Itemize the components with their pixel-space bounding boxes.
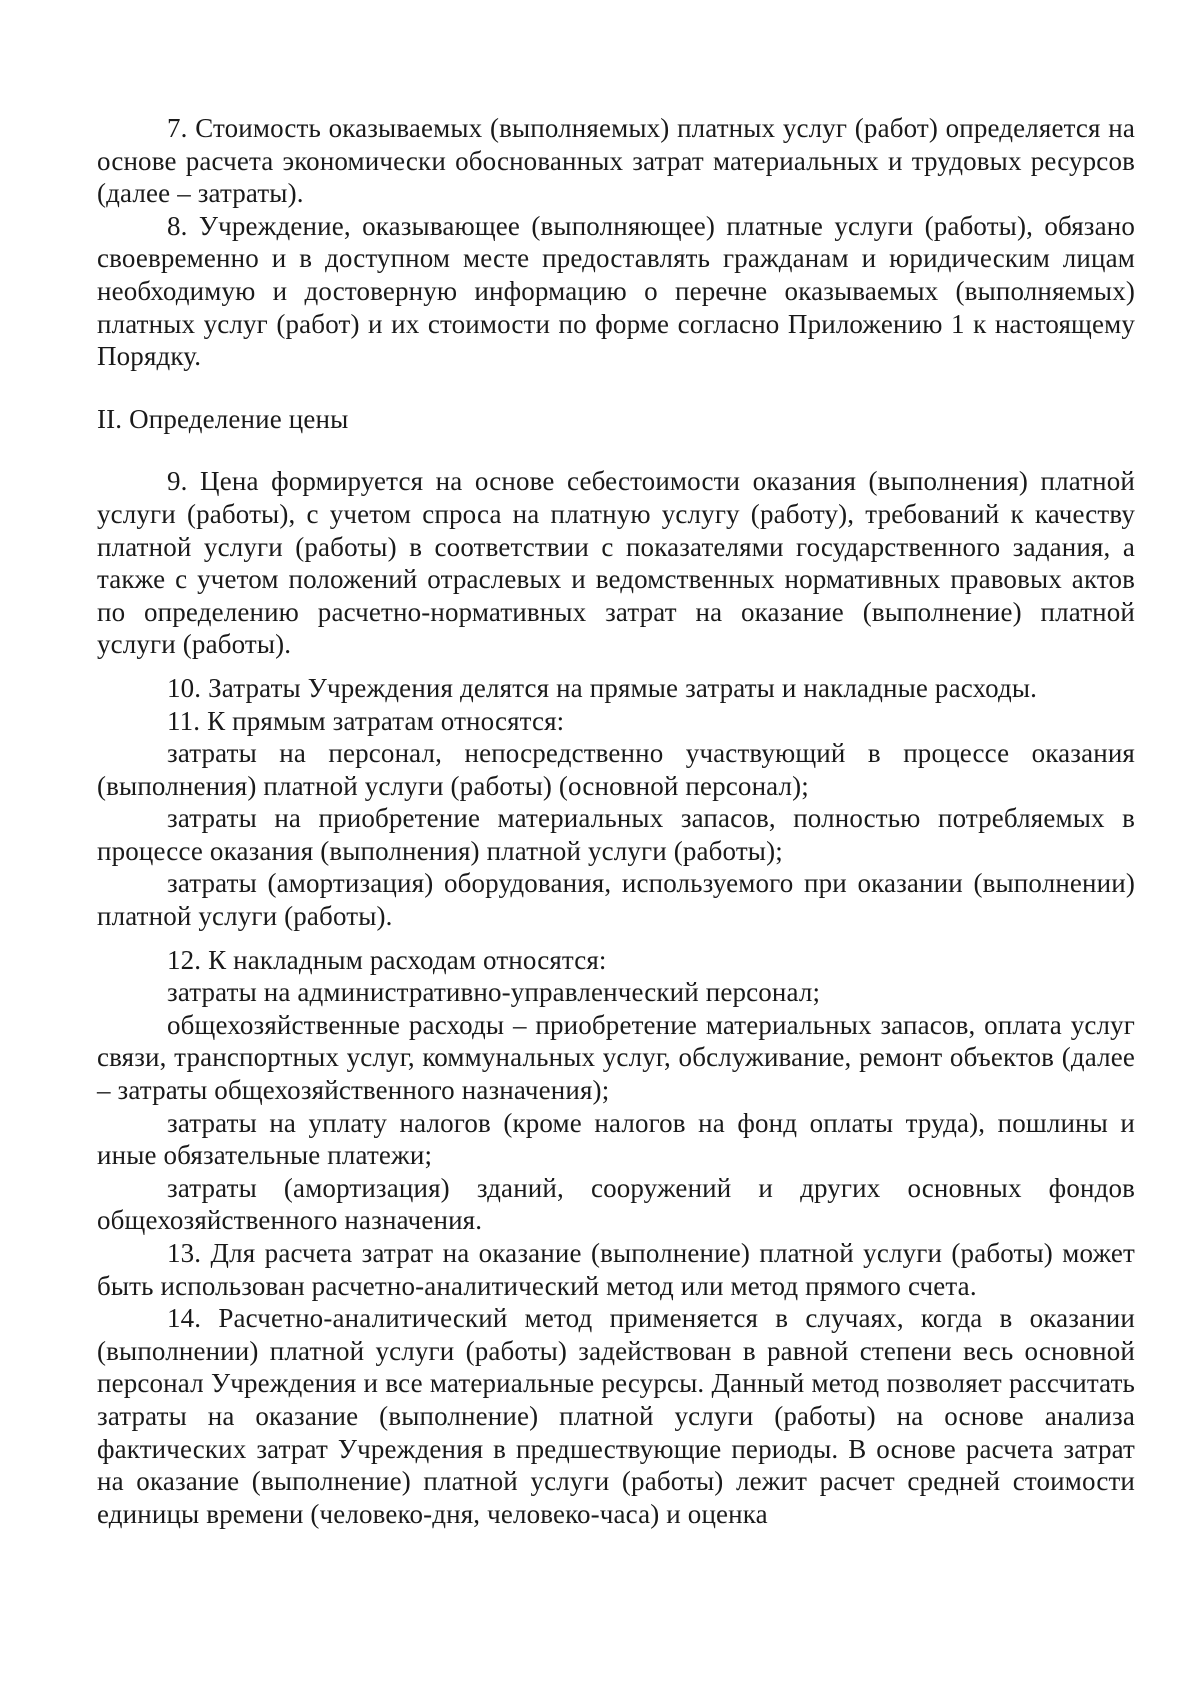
paragraph-10: 10. Затраты Учреждения делятся на прямые затраты и накладные расходы. <box>167 672 1038 703</box>
paragraph-11: 11. К прямым затратам относятся: <box>167 705 565 736</box>
list-item-overhead-general: общехозяйственные расходы – приобретение материальных запасов, оплата услуг связи, транспортных услуг, коммунальных услуг, обслуживание, ремонт объектов (далее – затраты общехозяйственного назначения); <box>97 1009 1135 1106</box>
paragraph-14: 14. Расчетно-аналитический метод применяется в случаях, когда в оказании (выполнении) платной услуги (работы) задействован в равной степени весь основной персонал Учреждения и все материальные ресурсы. Данный метод позволяет рассчитать затраты на оказание (выполнение) платной услуги (работы) на основе анализа фактических затрат Учреждения в предшествующие периоды. В основе расчета затрат на оказание (выполнение) платной услуги (работы) лежит расчет средней стоимости единицы времени (человеко-дня, человеко-часа) и оценка <box>97 1303 1135 1529</box>
document-page <box>97 112 1135 1530</box>
list-item-direct-materials: затраты на приобретение материальных запасов, полностью потребляемых в процессе оказания (выполнения) платной услуги (работы); <box>97 803 1135 866</box>
list-item-overhead-taxes: затраты на уплату налогов (кроме налогов на фонд оплаты труда), пошлины и иные обязательные платежи; <box>97 1107 1135 1171</box>
list-item-direct-equipment: затраты (амортизация) оборудования, используемого при оказании (выполнении) платной услуги (работы). <box>97 868 1135 932</box>
section-heading: II. Определение цены <box>97 403 349 434</box>
paragraph-8: 8. Учреждение, оказывающее (выполняющее) платные услуги (работы), обязано своевременно и в доступном месте предоставлять гражданам и юридическим лицам необходимую и достоверную информацию о перечне оказываемых (выполняемых) платных услуг (работ) и их стоимости по форме согласно Приложению 1 к настоящему Порядку. <box>97 210 1135 372</box>
paragraph-13: 13. Для расчета затрат на оказание (выполнение) платной услуги (работы) может быть использован расчетно-аналитический метод или метод прямого счета. <box>97 1238 1135 1301</box>
paragraph-12: 12. К накладным расходам относятся: <box>167 944 607 975</box>
list-item-overhead-admin: затраты на административно-управленческий персонал; <box>167 977 821 1008</box>
paragraph-9: 9. Цена формируется на основе себестоимости оказания (выполнения) платной услуги (работы), с учетом спроса на платную услугу (работу), требований к качеству платной услуги (работы) в соответствии с показателями государственного задания, а также с учетом положений отраслевых и ведомственных нормативных правовых актов по определению расчетно-нормативных затрат на оказание (выполнение) платной услуги (работы). <box>97 466 1135 660</box>
list-item-direct-personnel: затраты на персонал, непосредственно участвующий в процессе оказания (выполнения) платной услуги (работы) (основной персонал); <box>97 738 1135 801</box>
list-item-overhead-buildings: затраты (амортизация) зданий, сооружений и других основных фондов общехозяйственного назначения. <box>97 1172 1135 1236</box>
paragraph-7: 7. Стоимость оказываемых (выполняемых) платных услуг (работ) определяется на основе расчета экономически обоснованных затрат материальных и трудовых ресурсов (далее – затраты). <box>97 113 1135 209</box>
